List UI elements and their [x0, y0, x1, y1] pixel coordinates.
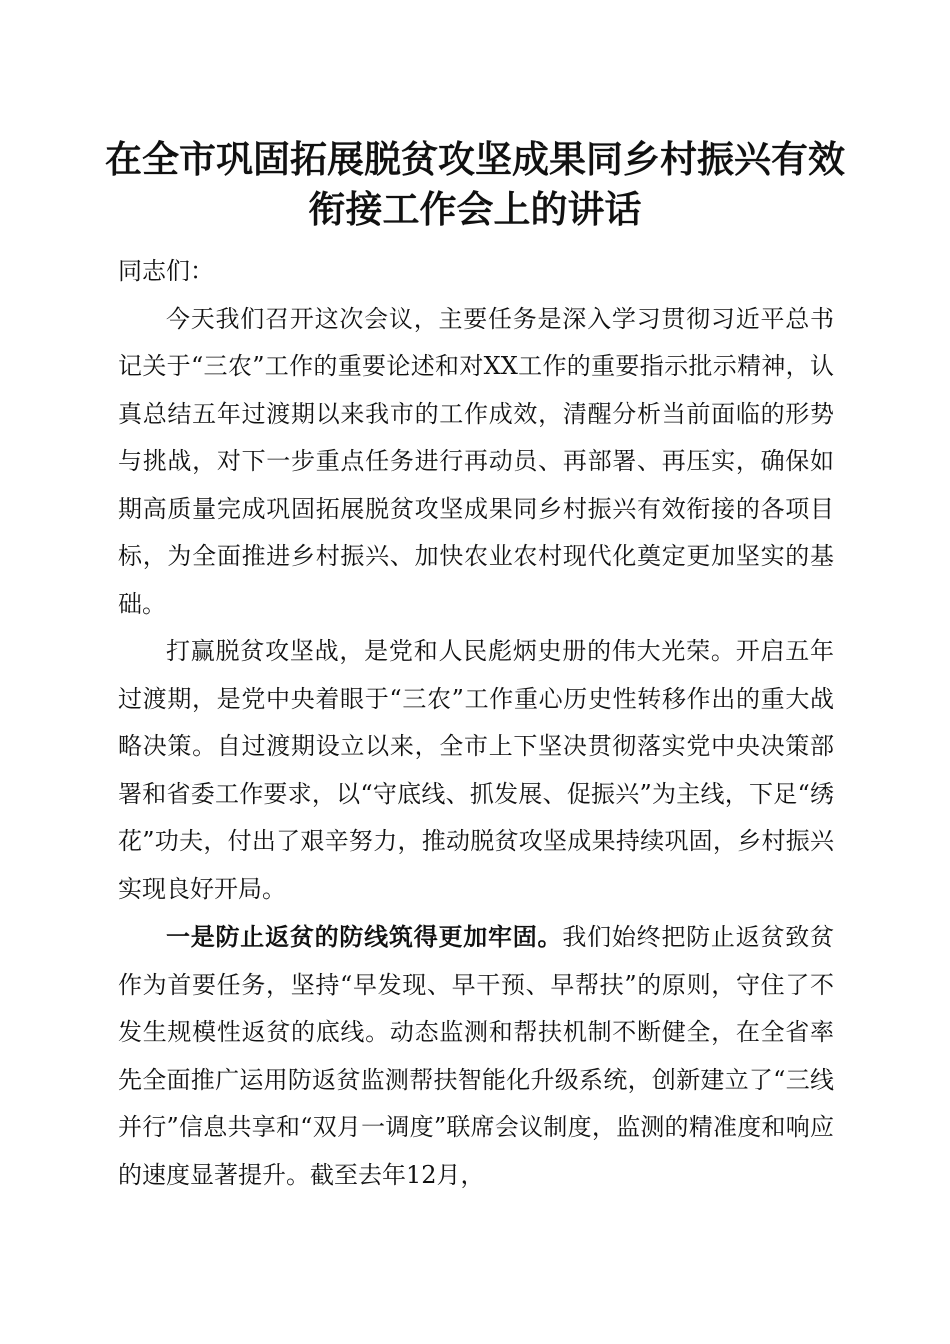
paragraph-1-text: 今天我们召开这次会议，主要任务是深入学习贯彻习近平总书记关于“三农”工作的重要论述和对XX工作的重要指示批示精神，认真总结五年过渡期以来我市的工作成效，清醒分析当前面临的形势与挑战，对下一步重点任务进行再动员、再部署、再压实，确保如期高质量完成巩固拓展脱贫攻坚成果同乡村振兴有效衔接的各项目标，为全面推进乡村振兴、加快农业农村现代化奠定更加坚实的基础。: [118, 304, 834, 618]
paragraph-3: [118, 913, 834, 1199]
paragraph-3-text: 我们始终把防止返贫致贫作为首要任务，坚持“早发现、早干预、早帮扶”的原则，守住了不发生规模性返贫的底线。动态监测和帮扶机制不断健全，在全省率先全面推广运用防返贫监测帮扶智能化升级系统，创新建立了“三线并行”信息共享和“双月一调度”联席会议制度，监测的精准度和响应的速度显著提升。截至去年12月，: [118, 923, 835, 1189]
salutation: 同志们：: [118, 257, 214, 285]
paragraph-3-lead: 一是防止返贫的防线筑得更加牢固。: [166, 922, 563, 951]
paragraph-2: [118, 628, 834, 913]
document-body: [118, 248, 834, 1199]
document-title: [100, 134, 850, 234]
title-line-2: 衔接工作会上的讲话: [308, 187, 642, 231]
paragraph-2-text: 打赢脱贫攻坚战，是党和人民彪炳史册的伟大光荣。开启五年过渡期，是党中央着眼于“三农”工作重心历史性转移作出的重大战略决策。自过渡期设立以来，全市上下坚决贯彻落实党中央决策部署和省委工作要求，以“守底线、抓发展、促振兴”为主线，下足“绣花”功夫，付出了艰辛努力，推动脱贫攻坚成果持续巩固，乡村振兴实现良好开局。: [118, 637, 834, 903]
title-line-1: 在全市巩固拓展脱贫攻坚成果同乡村振兴有效: [105, 137, 845, 181]
paragraph-1: [118, 296, 834, 629]
